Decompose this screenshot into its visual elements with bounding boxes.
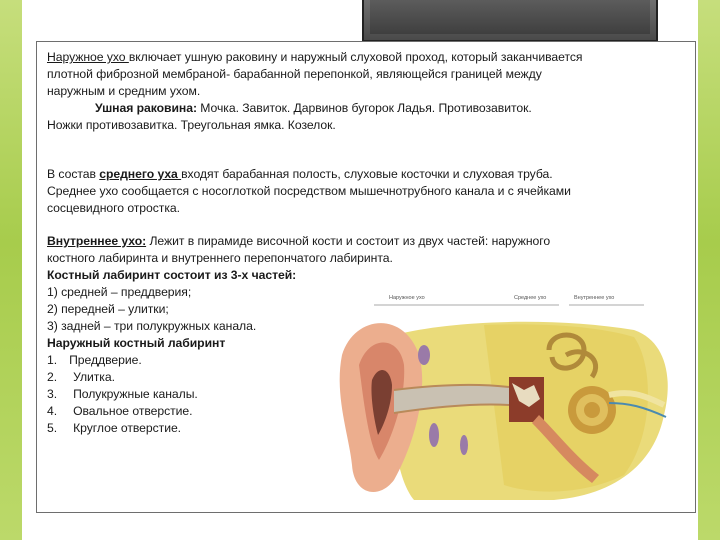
para1-line4: Ушная раковина: Мочка. Завиток. Дарвинов бугорок Ладья. Противозавиток. <box>95 101 532 115</box>
left-decor-strip <box>0 0 22 540</box>
para2-line2: Среднее ухо сообщается с носоглоткой посредством мышечнотрубного канала и с ячейками <box>47 184 571 198</box>
para1-line3: наружным и средним ухом. <box>47 84 201 98</box>
label-outer-ear: Наружное ухо <box>389 295 425 301</box>
bony-labyrinth-heading: Костный лабиринт состоит из 3-х частей: <box>47 268 297 282</box>
list-item: 5. Круглое отверстие. <box>47 421 182 435</box>
list-item: 1. Преддверие. <box>47 353 142 367</box>
para3-line2: костного лабиринта и внутреннего перепончатого лабиринта. <box>47 251 393 265</box>
list-item: 3. Полукружные каналы. <box>47 387 198 401</box>
ear-illustration <box>334 295 679 507</box>
labyrinth-part-2: 2) передней – улитки; <box>47 302 169 316</box>
top-decor-box <box>362 0 658 42</box>
para3-line1: Внутреннее ухо: Лежит в пирамиде височной кости и состоит из двух частей: наружного <box>47 234 551 248</box>
labyrinth-part-3: 3) задней – три полукружных канала. <box>47 319 257 333</box>
right-decor-strip <box>698 0 720 540</box>
para1-line5: Ножки противозавитка. Треугольная ямка. Козелок. <box>47 118 336 132</box>
para2-line3: сосцевидного отростка. <box>47 201 180 215</box>
labyrinth-part-1: 1) средней – преддверия; <box>47 285 192 299</box>
para1-line1: Наружное ухо включает ушную раковину и наружный слуховой проход, который заканчивается <box>47 50 583 64</box>
para2-line1: В состав среднего уха входят барабанная полость, слуховые косточки и слуховая труба. <box>47 167 553 181</box>
para1-line2: плотной фиброзной мембраной- барабанной перепонкой, являющейся границей между <box>47 67 542 81</box>
list-item: 4. Овальное отверстие. <box>47 404 193 418</box>
label-inner-ear: Внутреннее ухо <box>574 295 615 301</box>
list-item: 2. Улитка. <box>47 370 115 384</box>
slide-content <box>36 41 696 513</box>
outer-labyrinth-heading: Наружный костный лабиринт <box>47 336 226 350</box>
ear-anatomy-diagram <box>334 295 679 507</box>
label-middle-ear: Среднее ухо <box>514 295 547 301</box>
